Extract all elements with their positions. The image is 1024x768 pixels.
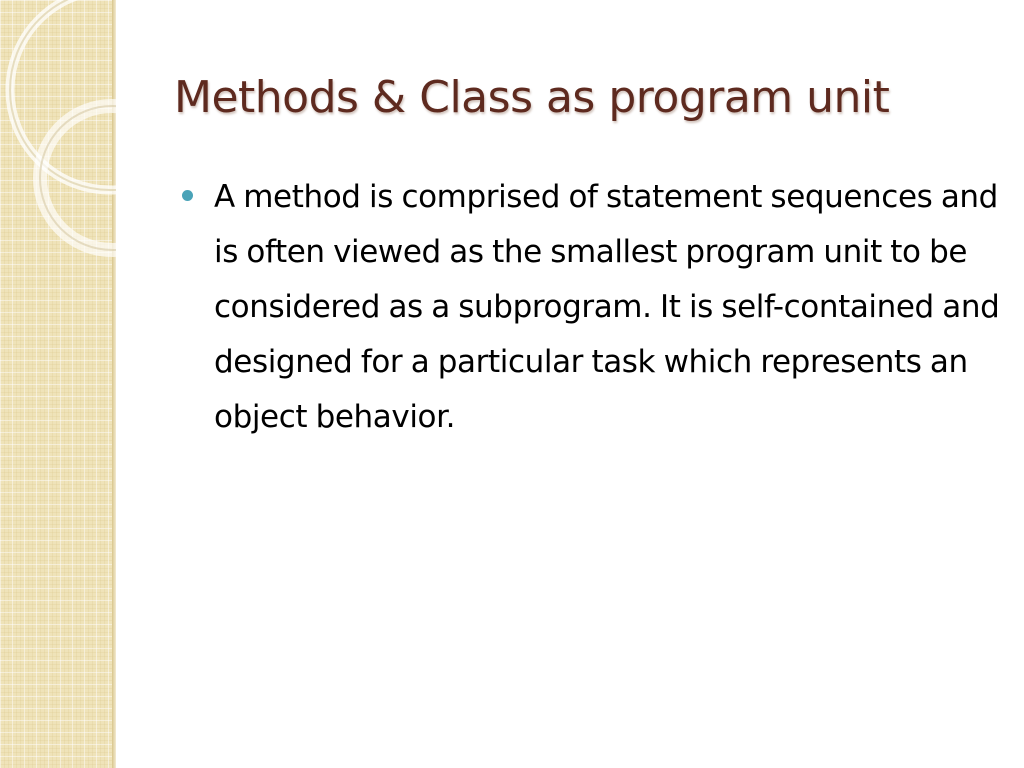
decorative-rings [0, 0, 116, 260]
bullet-item [182, 170, 1002, 445]
bullet-dot-icon [182, 190, 193, 201]
slide-content [182, 170, 1002, 445]
slide-title: Methods & Class as program unit [174, 72, 890, 123]
bullet-text: A method is comprised of statement sequences and is often viewed as the smallest program unit to be considered as a subprogram. It is self-contained and designed for a particular task which represents an object behavior. [214, 179, 1000, 435]
